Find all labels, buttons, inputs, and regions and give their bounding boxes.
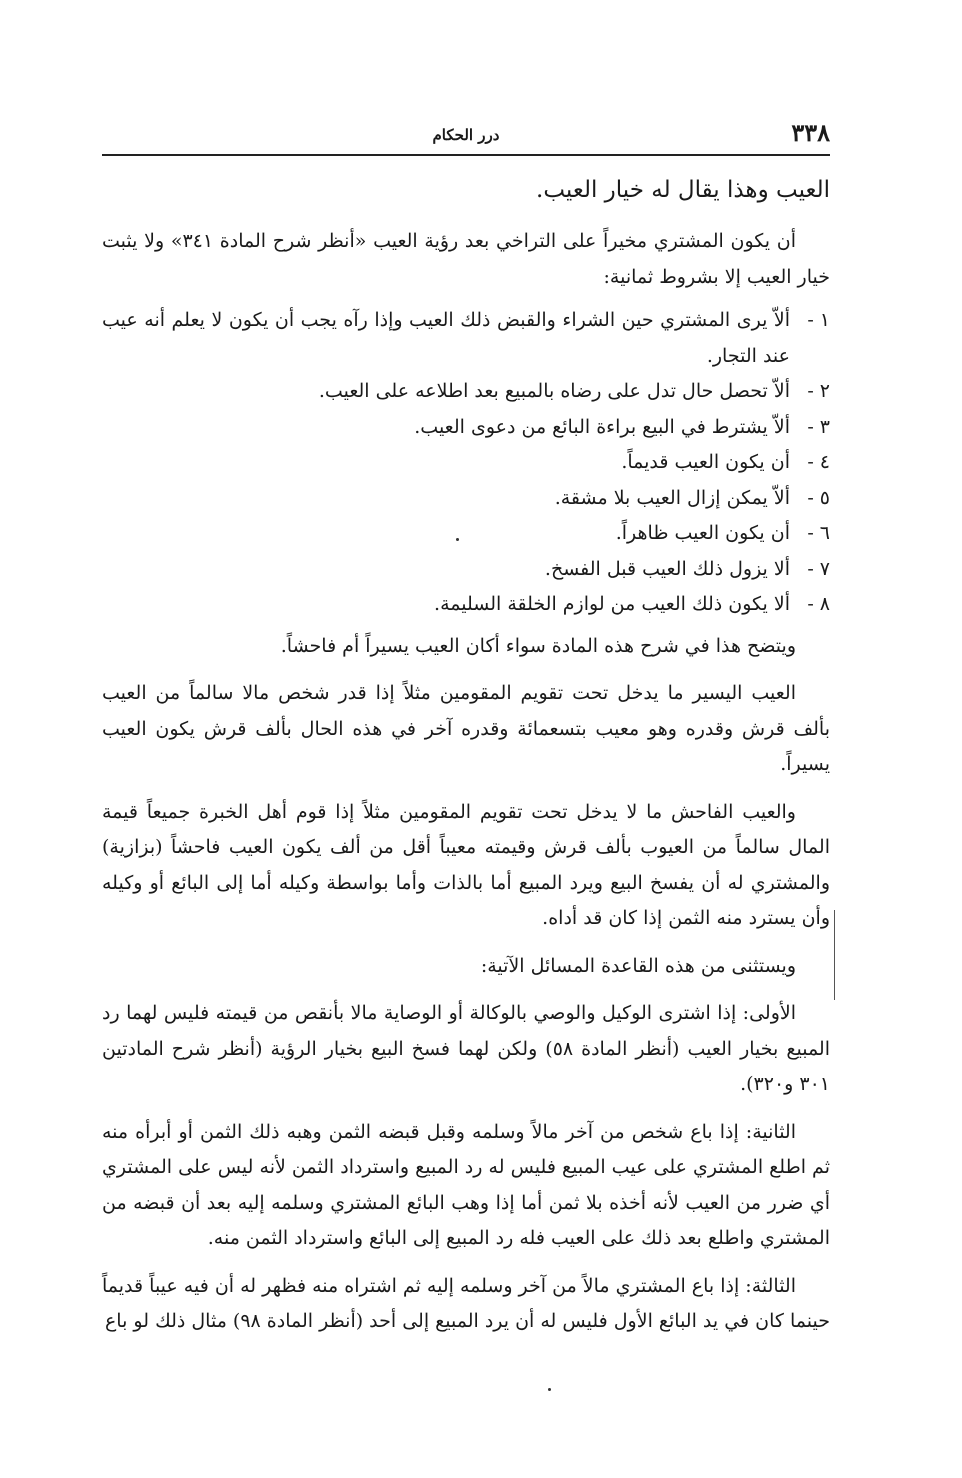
exceptions-intro: ويستثنى من هذه القاعدة المسائل الآتية: (480, 954, 796, 977)
second-exception: الثانية: إذا باع شخص من آخر مالاً وسلمه وقبل قبضه الثمن وهبه ذلك الثمن أو أبرأه منه ثم اطلع المشتري على عيب المبيع فليس له رد المبيع واسترداد الثمن لأنه ليس على المشتري أي ضرر من العيب لأنه أخذه بلا ثمن أما إذا وهب البائع المشتري وسلمه إليه بعد أن قبضه من المشتري واطلع بعد ذلك على العيب فله رد المبيع إلى البائع واسترداد الثمن منه. (102, 1120, 830, 1249)
condition-item (102, 587, 830, 623)
condition-number: ٨ - (807, 593, 830, 615)
condition-text: أن يكون العيب ظاهراً. (615, 522, 790, 544)
ink-speck (456, 538, 459, 541)
condition-item (102, 410, 830, 446)
page-body (102, 170, 830, 1340)
condition-number: ٦ - (807, 522, 830, 544)
condition-text: أن يكون العيب قديماً. (621, 451, 790, 473)
ink-speck (548, 1388, 551, 1391)
condition-text: ألاّ يرى المشتري حين الشراء والقبض ذلك العيب وإذا رآه يجب أن يكون لا يعلم أنه عيب عند التجار. (102, 309, 790, 367)
page-number: ٣٣٨ (791, 118, 830, 147)
lead-line: العيب وهذا يقال له خيار العيب. (536, 177, 830, 203)
page-header (102, 118, 830, 156)
condition-number: ٤ - (807, 451, 830, 473)
intro-paragraph: أن يكون المشتري مخيراً على التراخي بعد رؤية العيب «أنظر شرح المادة ٣٤١» ولا يثبت خيار العيب إلا بشروط ثمانية: (102, 230, 830, 288)
condition-item (102, 516, 830, 552)
condition-text: ألاّ يمكن إزال العيب بلا مشقة. (554, 486, 790, 509)
condition-number: ٧ - (807, 557, 830, 580)
condition-text: ألاّ يشترط في البيع براءة البائع من دعوى العيب. (414, 415, 790, 438)
condition-number: ٥ - (807, 486, 830, 509)
third-exception: الثالثة: إذا باع المشتري مالاً من آخر وسلمه إليه ثم اشتراه منه فظهر له أن فيه عيباً قديماً حينما كان في يد البائع الأول فليس له أن يرد المبيع إلى أحد (أنظر المادة ٩٨) مثال ذلك لو باع (102, 1274, 830, 1332)
condition-item (102, 374, 830, 410)
running-title: درر الحكام (432, 126, 500, 144)
minor-defect-paragraph: العيب اليسير ما يدخل تحت تقويم المقومين مثلاً إذا قدر شخص مالا سالماً من العيب بألف قرش وقدره وهو معيب بتسعمائة وقدره آخر في هذه الحال بألف قرش يكون العيب يسيراً. (102, 682, 830, 775)
conditions-list (102, 303, 830, 623)
condition-item (102, 481, 830, 517)
clarify-paragraph: ويتضح هذا في شرح هذه المادة سواء أكان العيب يسيراً أم فاحشاً. (280, 634, 796, 657)
first-exception: الأولى: إذا اشترى الوكيل والوصي بالوكالة أو الوصاية مالا بأنقص من قيمته فليس لهما رد المبيع بخيار العيب (أنظر المادة ٥٨) ولكن لهما فسخ البيع بخيار الرؤية (أنظر شرح المادتين ٣٠١ و٣٢٠). (102, 1002, 830, 1095)
condition-item (102, 445, 830, 481)
margin-mark (834, 910, 835, 1000)
condition-text: ألاّ تحصل حال تدل على رضاه بالمبيع بعد اطلاعه على العيب. (318, 380, 790, 402)
condition-text: ألا يكون ذلك العيب من لوازم الخلقة السليمة. (434, 593, 790, 615)
condition-item (102, 303, 830, 374)
condition-item (102, 552, 830, 588)
condition-number: ١ - (807, 309, 830, 331)
condition-number: ٢ - (807, 380, 830, 402)
gross-defect-paragraph: والعيب الفاحش ما لا يدخل تحت تقويم المقومين مثلاً إذا قوم أهل الخبرة جميعاً قيمة المال سالماً من العيوب بألف قرش وقيمته معيباً أقل من ألف يكون العيب فاحشاً (بزازية) والمشتري له أن يفسخ البيع ويرد المبيع أما بالذات وأما بواسطة وكيله أما إلى البائع أو وكيله وأن يسترد منه الثمن إذا كان قد أداه. (102, 800, 830, 929)
condition-text: ألا يزول ذلك العيب قبل الفسخ. (544, 557, 790, 580)
condition-number: ٣ - (807, 415, 830, 438)
